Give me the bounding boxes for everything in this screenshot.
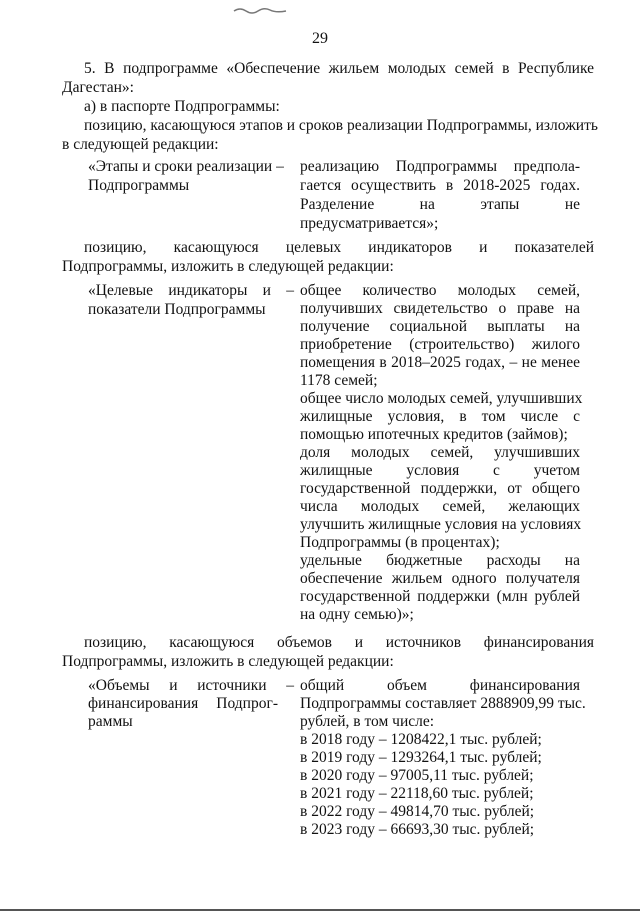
block2-right-line: улучшить жилищные условия на условиях: [300, 516, 582, 533]
block3-right-line: Подпрограммы составляет 2888909,99 тыс.: [300, 695, 586, 712]
block3-right-line: в 2023 году – 66693,30 тыс. рублей;: [300, 821, 535, 838]
block3-right-line: общий объем финансирования: [300, 677, 580, 694]
block2-right-line: на одну семью)»;: [300, 606, 414, 623]
block2-right-line: числа молодых семей, желающих: [300, 498, 580, 515]
block3-left-line: «Объемы и источники –: [88, 677, 294, 694]
intro-line: позицию, касающуюся этапов и сроков реализации Подпрограммы, изложить: [84, 117, 598, 134]
block1-right-line: гается осуществить в 2018-2025 годах.: [300, 177, 580, 194]
intro-line: а) в паспорте Подпрограммы:: [84, 98, 280, 115]
block2-left-line: «Целевые индикаторы и –: [88, 282, 294, 299]
block2-right-line: получение социальной выплаты на: [300, 318, 580, 335]
block2-right-line: помещения в 2018–2025 годах, – не менее: [300, 354, 580, 371]
block3-left-line: раммы: [88, 713, 133, 730]
block3-left-line: финансирования Подпрог-: [88, 695, 278, 712]
block2-right-line: удельные бюджетные расходы на: [300, 552, 580, 569]
block1-left-line: Подпрограммы: [88, 177, 190, 194]
block2-left-line: показатели Подпрограммы: [88, 301, 266, 318]
page-number: 29: [312, 30, 328, 47]
block1-left-line: «Этапы и сроки реализации –: [88, 158, 284, 175]
scan-edge-line: [0, 909, 640, 911]
block2-right-line: общее число молодых семей, улучшивших: [300, 390, 583, 407]
block2-right-line: обеспечение жильем одного получателя: [300, 570, 580, 587]
block3-right-line: в 2018 году – 1208422,1 тыс. рублей;: [300, 731, 542, 748]
block2-right-line: получивших свидетельство о праве на: [300, 300, 580, 317]
block2-right-line: государственной поддержки (млн рублей: [300, 588, 580, 605]
block2-right-line: доля молодых семей, улучшивших: [300, 444, 580, 461]
scan-mark: [232, 6, 290, 14]
block3-right-line: рублей, в том числе:: [300, 713, 435, 730]
para2-line: позицию, касающуюся целевых индикаторов и показателей: [84, 239, 594, 256]
block2-right-line: Подпрограммы (в процентах);: [300, 534, 500, 551]
block3-right-line: в 2020 году – 97005,11 тыс. рублей;: [300, 767, 534, 784]
block2-right-line: жилищные условия, в том числе с: [300, 408, 580, 425]
para2-line: Подпрограммы, изложить в следующей редакции:: [62, 258, 394, 275]
block3-right-line: в 2021 году – 22118,60 тыс. рублей;: [300, 785, 534, 802]
para3-line: Подпрограммы, изложить в следующей редакции:: [62, 653, 394, 670]
block1-right-line: реализацию Подпрограммы предпола-: [300, 158, 580, 175]
block2-right-line: помощью ипотечных кредитов (займов);: [300, 426, 568, 443]
block1-right-line: предусматривается»;: [300, 215, 439, 232]
block2-right-line: 1178 семей;: [300, 372, 378, 389]
intro-line: в следующей редакции:: [62, 136, 219, 153]
block3-right-line: в 2019 году – 1293264,1 тыс. рублей;: [300, 749, 542, 766]
intro-line: Дагестан»:: [62, 79, 134, 96]
intro-line: 5. В подпрограмме «Обеспечение жильем молодых семей в Республике: [84, 60, 594, 77]
block2-right-line: приобретение (строительство) жилого: [300, 336, 580, 353]
block2-right-line: жилищные условия с учетом: [300, 462, 580, 479]
block1-right-line: Разделение на этапы не: [300, 196, 580, 213]
block2-right-line: государственной поддержки, от общего: [300, 480, 580, 497]
block3-right-line: в 2022 году – 49814,70 тыс. рублей;: [300, 803, 535, 820]
para3-line: позицию, касающуюся объемов и источников финансирования: [84, 634, 594, 651]
block2-right-line: общее количество молодых семей,: [300, 282, 580, 299]
